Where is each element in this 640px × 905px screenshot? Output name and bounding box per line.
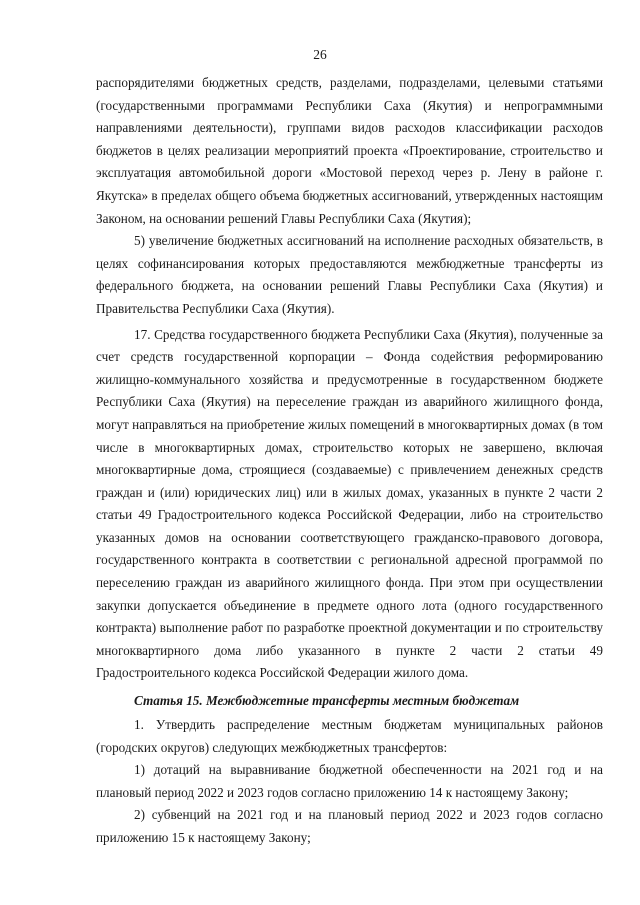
page-number: 26 — [313, 47, 327, 62]
main-text — [96, 72, 603, 685]
paragraph-continuation: распорядителями бюджетных средств, разделами, подразделами, целевыми статьями (государственными программами Республики Саха (Якутия) и непрограммными направлениями деятельности), группами видов расходов классификации расходов бюджетов в целях реализации мероприятий проекта «Проектирование, строительство и эксплуатация автомобильной дороги «Мостовой переход через р. Лену в районе г. Якутска» в пределах общего объема бюджетных ассигнований, утвержденных настоящим Законом, на основании решений Главы Республики Саха (Якутия); — [96, 75, 603, 226]
article-heading: Статья 15. Межбюджетные трансферты местным бюджетам — [134, 693, 520, 708]
article-item-2: 2) субвенций на 2021 год и на плановый период 2022 и 2023 годов согласно приложению 15 к настоящему Закону; — [96, 807, 603, 845]
article-paragraph-1: 1. Утвердить распределение местным бюджетам муниципальных районов (городских округов) следующих межбюджетных трансфертов: — [96, 717, 603, 755]
paragraph-item-5: 5) увеличение бюджетных ассигнований на исполнение расходных обязательств, в целях софинансирования которых предоставляются межбюджетные трансферты из федерального бюджета, на основании решений Главы Республики Саха (Якутия) и Правительства Республики Саха (Якутия). — [96, 233, 603, 316]
article-body — [96, 714, 603, 850]
article-item-1: 1) дотаций на выравнивание бюджетной обеспеченности на 2021 год и на плановый период 2022 и 2023 годов согласно приложению 14 к настоящему Закону; — [96, 762, 603, 800]
paragraph-17: 17. Средства государственного бюджета Республики Саха (Якутия), полученные за счет средств государственной корпорации – Фонда содействия реформированию жилищно-коммунального хозяйства и предусмотренные в государственном бюджете Республики Саха (Якутия) на переселение граждан из аварийного жилищного фонда, могут направляться на приобретение жилых помещений в многоквартирных домах (в том числе в многоквартирных домах, строительство которых не завершено, включая многоквартирные дома, строящиеся (создаваемые) с привлечением денежных средств граждан и (или) юридических лиц) или в жилых домах, указанных в пункте 2 части 2 статьи 49 Градостроительного кодекса Российской Федерации, либо на строительство указанных домов на основании соответствующего гражданско-правового договора, государственного контракта в соответствии с региональной адресной программой по переселению граждан из аварийного жилищного фонда. При этом при осуществлении закупки допускается объединение в предмете одного лота (одного государственного контракта) выполнение работ по разработке проектной документации и по строительству многоквартирного дома либо указанного в пункте 2 части 2 статьи 49 Градостроительного кодекса Российской Федерации жилого дома. — [96, 326, 603, 681]
